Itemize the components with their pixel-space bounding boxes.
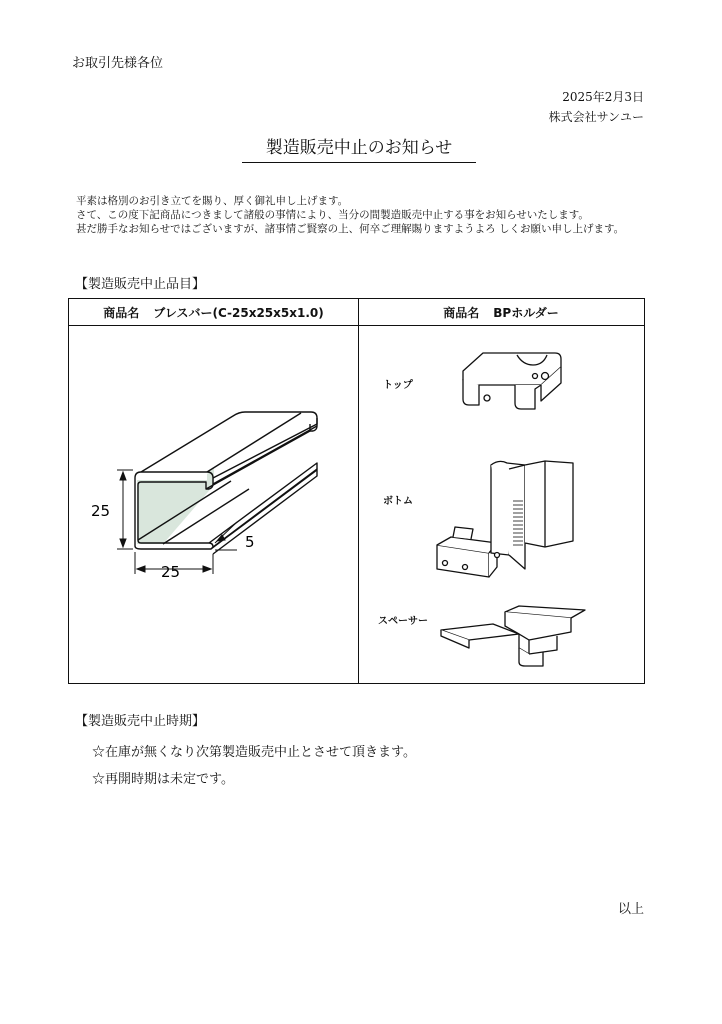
product-header-right [358,299,644,326]
company-name: 株式会社サンユー [548,110,644,124]
dim-height: 25 [91,502,111,520]
product-label: 商品名 [443,305,480,320]
addressee: お取引先様各位 [72,56,164,71]
issue-date: 2025年2月3日 [562,90,644,104]
brace-bar-illustration [89,394,349,589]
notice-body [76,194,624,236]
body-line: さて、この度下記商品につきまして諸般の事情により、当分の間製造販売中止する事をお知らせいたします。 [76,209,589,221]
product-name: ブレスバー(C-25x25x5x1.0) [153,305,324,320]
section-heading-items: 【製造販売中止品目】 [75,277,206,292]
section-heading-period: 【製造販売中止時期】 [75,714,206,729]
dim-lip: 5 [245,533,255,551]
body-line: 平素は格別のお引き立てを賜り、厚く御礼申し上げます。 [76,195,349,207]
product-table [68,298,645,684]
note-stock: ☆在庫が無くなり次第製造販売中止とさせて頂きます。 [92,745,416,760]
part-label-bottom: ボトム [383,496,413,507]
part-label-spacer: スペーサー [378,616,428,627]
dim-width: 25 [161,563,181,581]
closing-mark: 以上 [617,902,644,917]
note-resume: ☆再開時期は未定です。 [92,772,234,787]
holder-top-illustration [459,347,569,422]
notice-title: 製造販売中止のお知らせ [242,133,476,163]
body-line: 甚だ勝手なお知らせではございますが、諸事情ご賢察の上、何卒ご理解賜りますようよろ しくお願い申し上げます。 [76,223,625,235]
table-divider [358,299,359,683]
product-name: BPホルダー [493,305,559,320]
product-label: 商品名 [103,305,140,320]
holder-bottom-illustration [435,457,595,582]
spacer-illustration [439,604,589,674]
product-header-left [69,299,358,326]
part-label-top: トップ [383,380,413,391]
